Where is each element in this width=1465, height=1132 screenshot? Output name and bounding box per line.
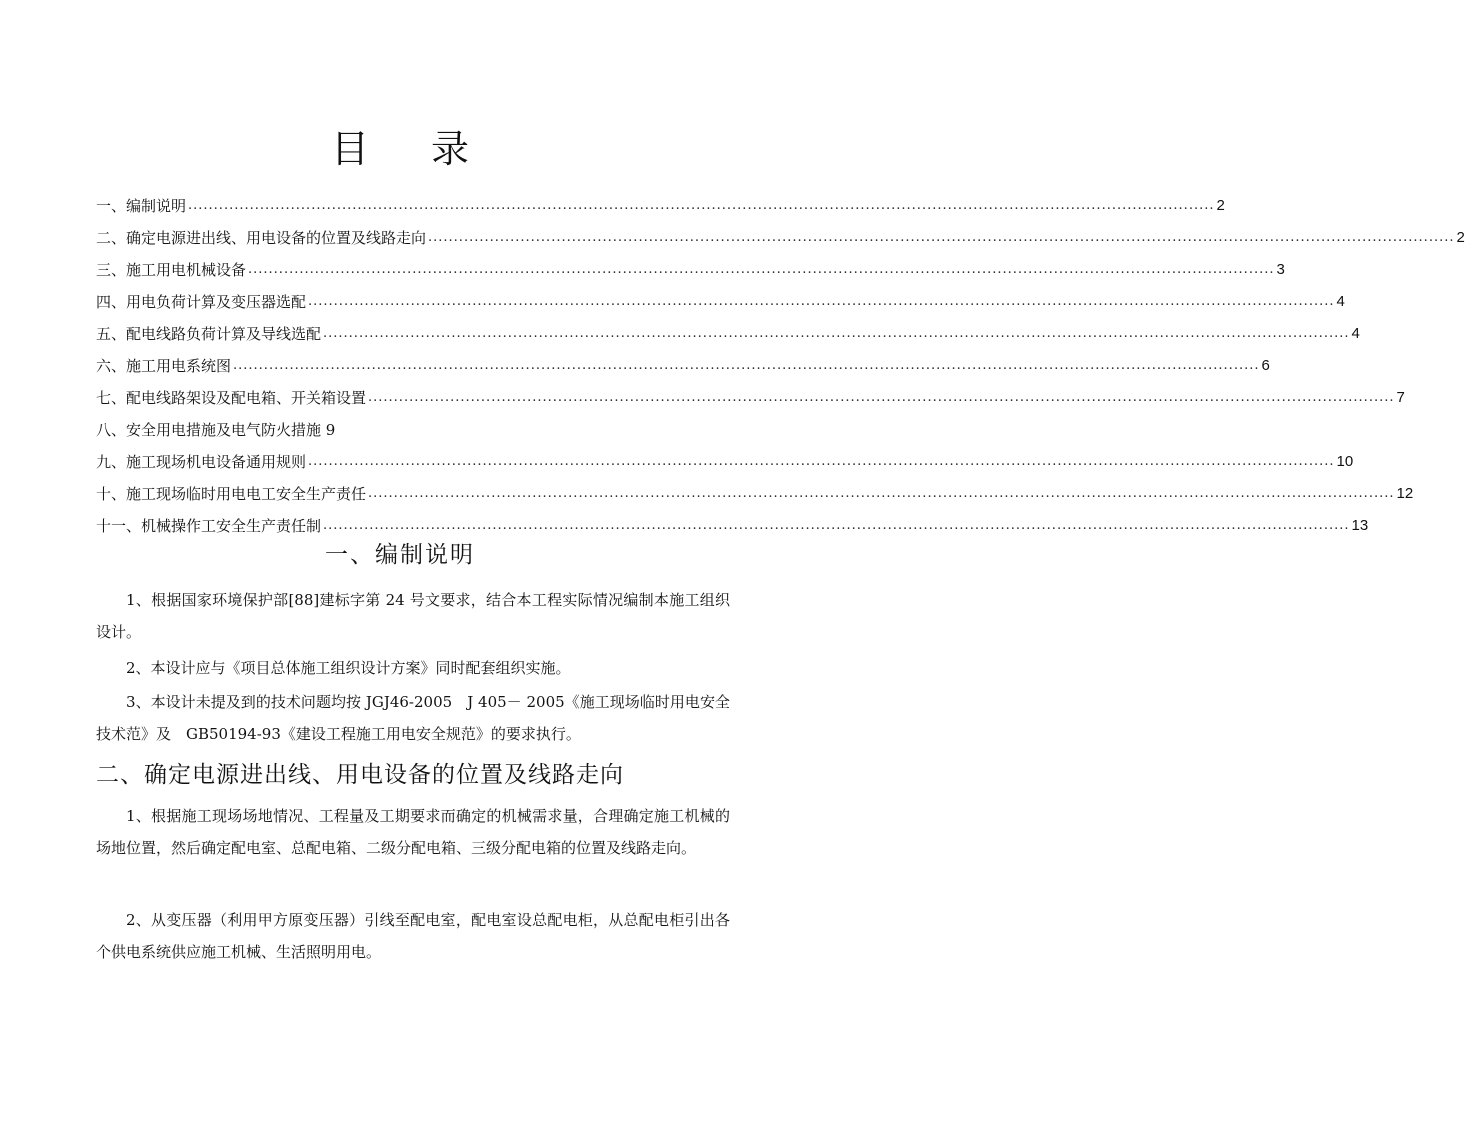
- toc-leader-dots: ........................................................................................................................................................................................................: [308, 294, 1335, 309]
- toc-item-label: 一、编制说明: [96, 197, 187, 215]
- toc-item-page: 4: [1336, 293, 1345, 310]
- toc-item-label: 五、配电线路负荷计算及导线选配: [96, 325, 322, 343]
- toc-item-page: 12: [1396, 485, 1414, 502]
- toc-item-label: 八、安全用电措施及电气防火措施 9: [96, 421, 336, 439]
- toc-item[interactable]: [96, 216, 1465, 248]
- toc-item[interactable]: [96, 184, 1225, 216]
- toc-item[interactable]: [96, 504, 1369, 536]
- toc-item-label: 四、用电负荷计算及变压器选配: [96, 293, 307, 311]
- toc-leader-dots: ........................................................................................................................................................................................................: [188, 198, 1215, 213]
- toc-item[interactable]: [96, 440, 1354, 472]
- toc-item-page: 3: [1276, 261, 1285, 278]
- paragraph: 2、本设计应与《项目总体施工组织设计方案》同时配套组织实施。: [126, 659, 571, 677]
- toc-item[interactable]: [96, 472, 1414, 504]
- toc-leader-dots: ........................................................................................................................................................................................................: [308, 454, 1335, 469]
- toc-item[interactable]: [96, 280, 1345, 312]
- toc-leader-dots: ........................................................................................................................................................................................................: [233, 358, 1260, 373]
- paragraph: 2、从变压器（利用甲方原变压器）引线至配电室，配电室设总配电柜，从总配电柜引出各个供电系统供应施工机械、生活照明用电。: [96, 911, 730, 961]
- toc-item-page: 6: [1261, 357, 1270, 374]
- toc-item-page: 2: [1456, 229, 1465, 246]
- table-of-contents: [96, 184, 1465, 536]
- toc-item-page: 13: [1351, 517, 1369, 534]
- toc-item-label: 六、施工用电系统图: [96, 357, 232, 375]
- toc-item[interactable]: [96, 312, 1360, 344]
- toc-item-label: 三、施工用电机械设备: [96, 261, 247, 279]
- toc-item-label: 十、施工现场临时用电电工安全生产责任: [96, 485, 367, 503]
- toc-item-page: 4: [1351, 325, 1360, 342]
- paragraph: 3、本设计未提及到的技术问题均按 JGJ46-2005 J 405－ 2005《施工现场临时用电安全技术范》及 GB50194-93《建设工程施工用电安全规范》的要求执行。: [96, 693, 730, 743]
- section-heading: 二、确定电源进出线、用电设备的位置及线路走向: [96, 762, 624, 788]
- toc-title: 目录: [330, 127, 531, 171]
- toc-item-label: 七、配电线路架设及配电箱、开关箱设置: [96, 389, 367, 407]
- toc-item-page: 2: [1216, 197, 1225, 214]
- toc-item-label: 十一、机械操作工安全生产责任制: [96, 517, 322, 535]
- toc-item-page: 10: [1336, 453, 1354, 470]
- paragraph: 1、根据施工现场场地情况、工程量及工期要求而确定的机械需求量，合理确定施工机械的场地位置，然后确定配电室、总配电箱、二级分配电箱、三级分配电箱的位置及线路走向。: [96, 807, 730, 857]
- paragraph: 1、根据国家环境保护部[88]建标字第 24 号文要求，结合本工程实际情况编制本施工组织设计。: [96, 591, 730, 641]
- section-heading: 一、编制说明: [325, 542, 475, 568]
- toc-item-label: 九、施工现场机电设备通用规则: [96, 453, 307, 471]
- toc-item[interactable]: [96, 376, 1405, 408]
- toc-leader-dots: ........................................................................................................................................................................................................: [368, 390, 1395, 405]
- toc-leader-dots: ........................................................................................................................................................................................................: [323, 326, 1350, 341]
- toc-item-label: 二、确定电源进出线、用电设备的位置及线路走向: [96, 229, 427, 247]
- toc-item-page: 7: [1396, 389, 1405, 406]
- toc-item[interactable]: [96, 248, 1285, 280]
- toc-item[interactable]: [96, 344, 1270, 376]
- toc-item[interactable]: [96, 408, 740, 440]
- toc-leader-dots: ........................................................................................................................................................................................................: [368, 486, 1395, 501]
- toc-leader-dots: ........................................................................................................................................................................................................: [428, 230, 1455, 245]
- toc-leader-dots: ........................................................................................................................................................................................................: [323, 518, 1350, 533]
- toc-leader-dots: ........................................................................................................................................................................................................: [248, 262, 1275, 277]
